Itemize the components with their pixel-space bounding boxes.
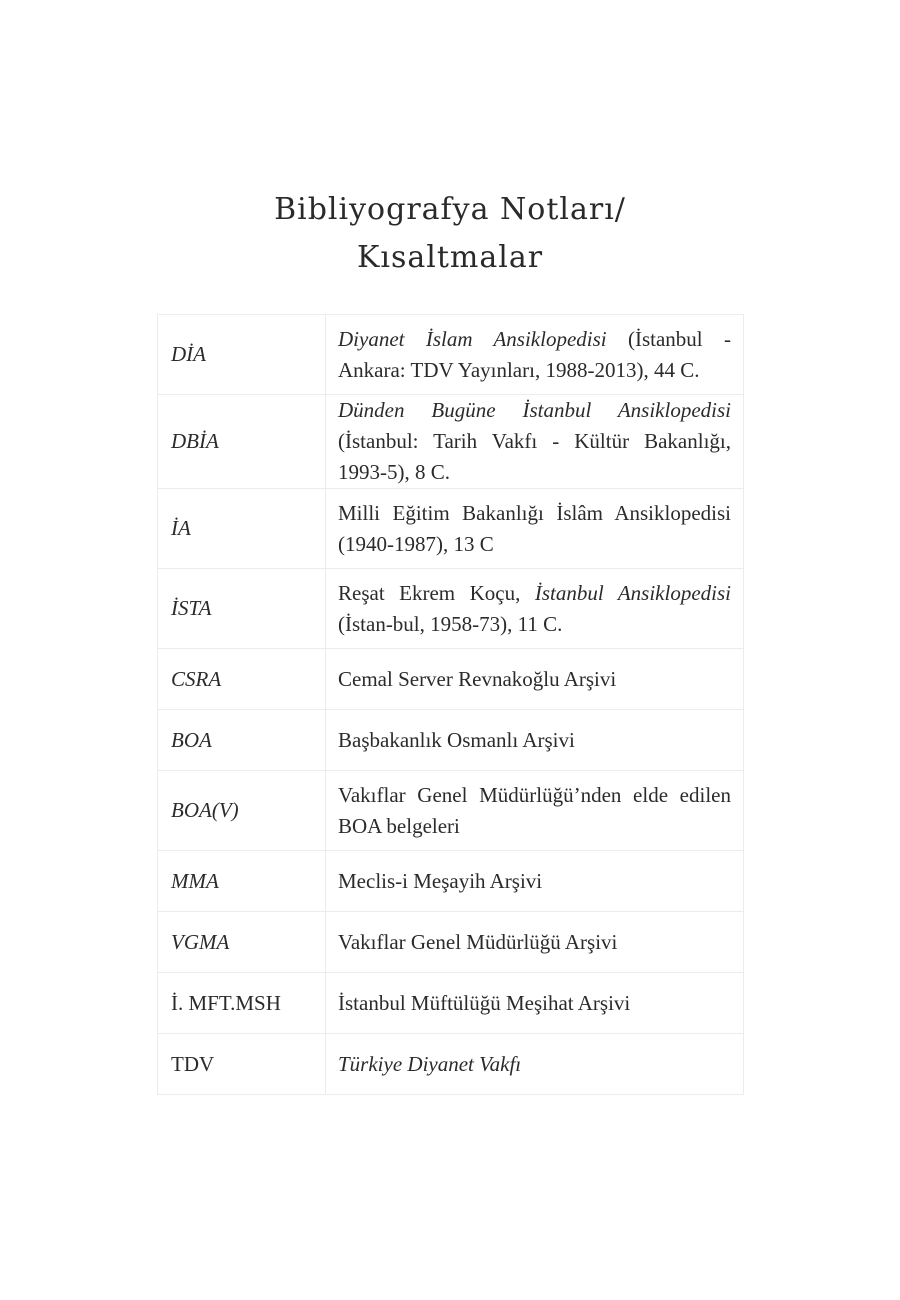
table-row bbox=[158, 912, 744, 973]
description-italic-text: Dünden Bugüne İstanbul Ansiklopedisi bbox=[338, 398, 731, 422]
table-row bbox=[158, 851, 744, 912]
abbreviation-cell: İA bbox=[158, 489, 326, 569]
table-row bbox=[158, 1034, 744, 1095]
table-row bbox=[158, 771, 744, 851]
table-row bbox=[158, 315, 744, 395]
description-text: (İstanbul: Tarih Vakfı - Kültür Bakanlığı, 1993-5), 8 C. bbox=[338, 429, 731, 484]
abbreviations-table bbox=[157, 314, 744, 1095]
title-line-2: Kısaltmalar bbox=[356, 240, 544, 275]
description-cell bbox=[326, 315, 744, 395]
description-text: Reşat Ekrem Koçu, bbox=[338, 580, 535, 605]
abbreviation-cell: İSTA bbox=[158, 569, 326, 649]
page-title bbox=[0, 186, 900, 282]
description-italic-text: İstanbul Ansiklopedisi bbox=[534, 580, 732, 605]
description-cell bbox=[326, 912, 744, 973]
description-text: (İstan-bul, 1958-73), 11 C. bbox=[338, 611, 563, 636]
description-text: Cemal Server Revnakoğlu Arşivi bbox=[338, 666, 617, 691]
description-italic-text: Türkiye Diyanet Vakfı bbox=[338, 1051, 522, 1076]
description-text: Milli Eğitim Bakanlığı İslâm Ansiklopedisi (1940-1987), 13 C bbox=[338, 500, 731, 556]
abbreviation-cell: VGMA bbox=[158, 912, 326, 973]
description-italic-text: Diyanet İslam Ansiklopedisi bbox=[338, 326, 607, 351]
description-text: Vakıflar Genel Müdürlüğü Arşivi bbox=[338, 929, 618, 954]
description-text: Vakıflar Genel Müdürlüğü’nden elde edilen BOA belgeleri bbox=[338, 782, 731, 838]
abbreviation-cell: CSRA bbox=[158, 649, 326, 710]
abbreviation-cell: TDV bbox=[158, 1034, 326, 1095]
description-cell bbox=[326, 1034, 744, 1095]
title-line-1: Bibliyografya Notları/ bbox=[274, 192, 626, 227]
abbreviation-cell: İ. MFT.MSH bbox=[158, 973, 326, 1034]
description-cell bbox=[326, 771, 744, 851]
description-cell bbox=[326, 395, 744, 489]
abbreviation-cell: BOA(V) bbox=[158, 771, 326, 851]
table-row bbox=[158, 395, 744, 489]
table-row bbox=[158, 973, 744, 1034]
abbreviation-cell: MMA bbox=[158, 851, 326, 912]
description-text: İstanbul Müftülüğü Meşihat Arşivi bbox=[338, 990, 631, 1015]
description-cell bbox=[326, 649, 744, 710]
table-row bbox=[158, 569, 744, 649]
description-text: Meclis-i Meşayih Arşivi bbox=[338, 868, 543, 893]
table-row bbox=[158, 710, 744, 771]
table-row bbox=[158, 489, 744, 569]
description-cell bbox=[326, 851, 744, 912]
abbreviation-cell: BOA bbox=[158, 710, 326, 771]
description-cell bbox=[326, 569, 744, 649]
description-text: Başbakanlık Osmanlı Arşivi bbox=[338, 727, 575, 752]
description-cell bbox=[326, 973, 744, 1034]
description-cell bbox=[326, 489, 744, 569]
description-cell bbox=[326, 710, 744, 771]
table-row bbox=[158, 649, 744, 710]
abbreviation-cell: DİA bbox=[158, 315, 326, 395]
description-text: (İstanbul - Ankara: TDV Yayınları, 1988-2013), 44 C. bbox=[338, 326, 731, 382]
abbreviation-cell: DBİA bbox=[158, 395, 326, 489]
